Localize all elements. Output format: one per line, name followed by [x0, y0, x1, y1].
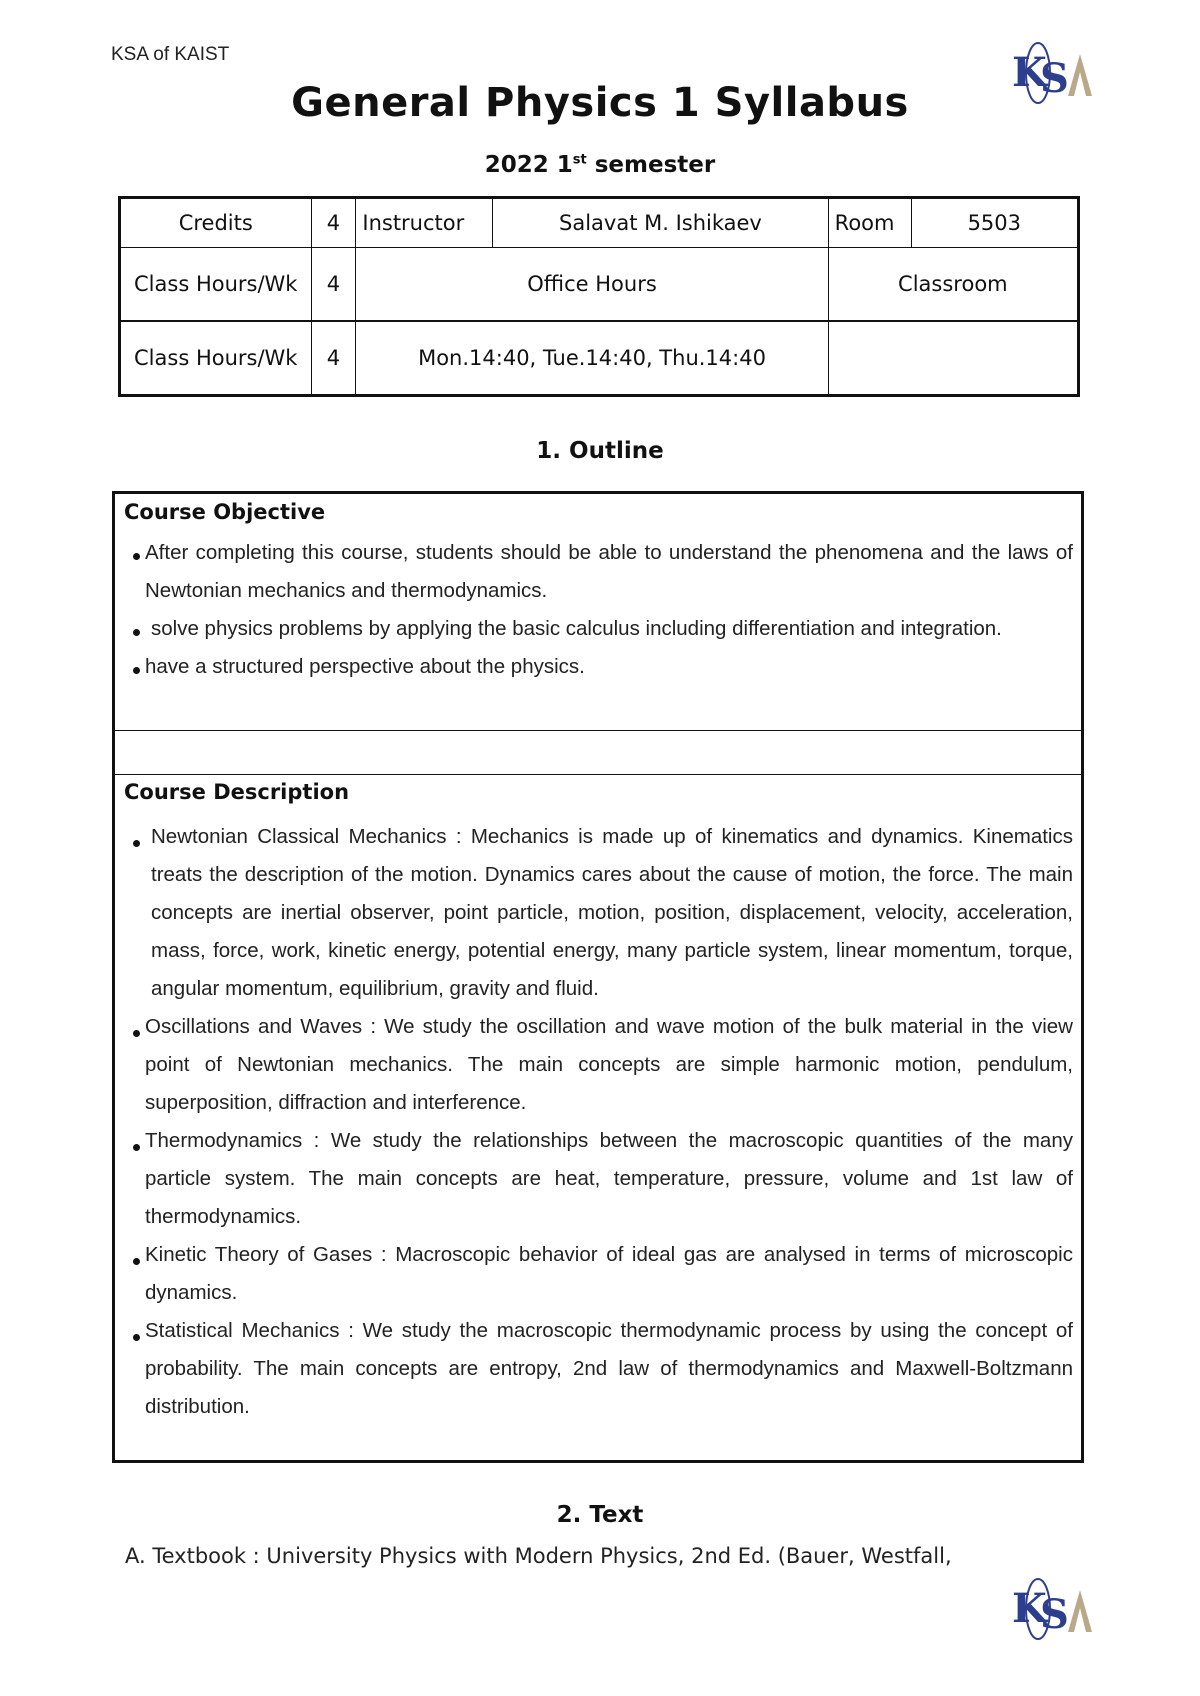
credits-value: 4	[311, 198, 356, 248]
instructor-label: Instructor	[356, 198, 493, 248]
svg-text:K: K	[1012, 49, 1047, 96]
objective-list	[133, 534, 1073, 686]
office-hours-value: Mon.14:40, Tue.14:40, Thu.14:40	[356, 321, 828, 396]
textbook-line: A. Textbook : University Physics with Modern Physics, 2nd Ed. (Bauer, Westfall,	[125, 1544, 952, 1568]
outline-box	[112, 491, 1084, 1463]
ksa-logo-footer	[1012, 1576, 1092, 1642]
list-item: Newtonian Classical Mechanics : Mechanics is made up of kinematics and dynamics. Kinematics treats the description of the motion. Dynamics cares about the cause of motion, the force. The main concepts are inertial observer, point particle, motion, position, displacement, velocity, acceleration, mass, force, work, kinetic energy, potential energy, many particle system, linear momentum, torque, angular momentum, equilibrium, gravity and fluid.	[151, 825, 1073, 1000]
svg-text:K: K	[1012, 1585, 1047, 1632]
instructor-value: Salavat M. Ishikaev	[493, 198, 828, 248]
list-item: solve physics problems by applying the basic calculus including differentiation and integration.	[151, 617, 1002, 640]
section-heading-outline: 1. Outline	[536, 438, 664, 464]
class-hours-value: 4	[311, 321, 356, 396]
svg-text:S: S	[1040, 1591, 1069, 1638]
list-item: After completing this course, students should be able to understand the phenomena and the laws of Newtonian mechanics and thermodynamics.	[145, 541, 1073, 602]
svg-text:S: S	[1040, 55, 1069, 102]
office-hours-label: Office Hours	[356, 248, 828, 322]
course-info-table	[118, 196, 1080, 397]
description-list	[133, 818, 1073, 1426]
list-item: Thermodynamics : We study the relationships between the macroscopic quantities of the many particle system. The main concepts are heat, temperature, pressure, volume and 1st law of thermodynamics.	[145, 1129, 1073, 1228]
room-label: Room	[828, 198, 911, 248]
course-description-heading: Course Description	[124, 780, 350, 804]
class-hours-value: 4	[311, 248, 356, 322]
section-heading-text: 2. Text	[556, 1502, 644, 1528]
classroom-value	[828, 321, 1078, 396]
table-row	[120, 248, 1079, 322]
course-description-block	[115, 774, 1081, 1460]
list-item: Statistical Mechanics : We study the macroscopic thermodynamic process by using the concept of probability. The main concepts are entropy, 2nd law of thermodynamics and Maxwell-Boltzmann distribution.	[145, 1319, 1073, 1418]
semester-label: 2022 1st semester	[484, 152, 716, 178]
list-item: have a structured perspective about the physics.	[145, 655, 585, 678]
room-value: 5503	[911, 198, 1078, 248]
classroom-label: Classroom	[828, 248, 1078, 322]
list-item: Kinetic Theory of Gases : Macroscopic behavior of ideal gas are analysed in terms of microscopic dynamics.	[145, 1243, 1073, 1304]
course-objective-heading: Course Objective	[124, 500, 326, 524]
class-hours-label: Class Hours/Wk	[120, 248, 312, 322]
class-hours-label: Class Hours/Wk	[120, 321, 312, 396]
page-title: General Physics 1 Syllabus	[291, 80, 909, 126]
empty-row	[115, 730, 1081, 775]
course-objective-block	[115, 494, 1081, 731]
table-row	[120, 198, 1079, 248]
table-row	[120, 321, 1079, 396]
list-item: Oscillations and Waves : We study the oscillation and wave motion of the bulk material in the view point of Newtonian mechanics. The main concepts are simple harmonic motion, pendulum, superposition, diffraction and interference.	[145, 1015, 1073, 1114]
organization-name: KSA of KAIST	[111, 44, 230, 65]
credits-label: Credits	[120, 198, 312, 248]
